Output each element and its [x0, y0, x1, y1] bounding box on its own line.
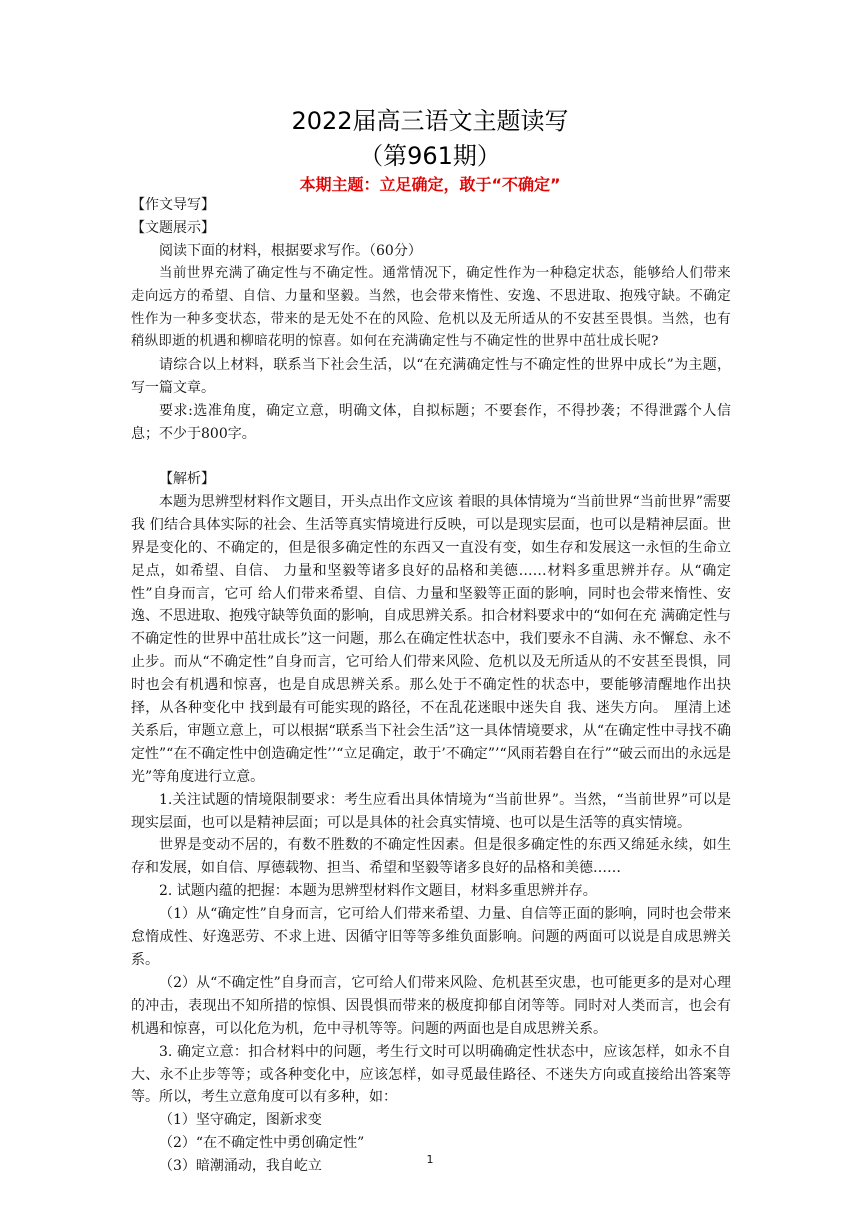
analysis-paragraph: 本题为思辨型材料作文题目，开头点出作文应该 着眼的具体情境为“当前世界“当前世界”需要我 们结合具体实际的社会、生活等真实情境进行反映，可以是现实层面，也可以是精神层面。世界是变化的、不确定的，但是很多确定性的东西又一直没有变，如生存和发展这一永恒的生命立足点，如希望、自信、 力量和坚毅等诸多良好的品格和美德……材料多重思辨并存。从“确定性”自身而言，它可 给人们带来希望、自信、力量和坚毅等正面的影响，同时也会带来惰性、安逸、不思进取、抱残守缺等负面的影响，自成思辨关系。扣合材料要求中的“如何在充 满确定性与不确定性的世界中茁壮成长”这一问题，那么在确定性状态中，我们要永不自满、永不懈怠、永不止步。而从“不确定性”自身而言，它可给人们带来风险、危机以及无所适从的不安甚至畏惧，同时也会有机遇和惊喜，也是自成思辨关系。那么处于不确定性的状态中，要能够清醒地作出抉择，从各种变化中 找到最有可能实现的路径，不在乱花迷眼中迷失自 我、迷失方向。 厘清上述关系后，审题立意上，可以根据“联系当下社会生活”这一具体情境要求，从“在确定性中寻找不确定性”“在不确定性中创造确定性’’“立足确定，敢于’不确定”’“风雨若磐自在行”“破云而出的永远是光”等角度进行立意。 [131, 493, 731, 785]
document-body [131, 194, 731, 1178]
analysis-paragraph: 1.关注试题的情境限制要求：考生应看出具体情境为“当前世界”。当然，“当前世界”可以是现实层面，也可以是精神层面；可以是具体的社会真实情境、也可以是生活等的真实情境。 [131, 791, 731, 831]
section-heading-guide: 【作文导写】 [131, 197, 215, 213]
prompt-intro: 阅读下面的材料，根据要求写作。（60分） [159, 242, 422, 259]
prompt-task: 请综合以上材料，联系当下社会生活，以“在充满确定性与不确定性的世界中成长”为主题，写一篇文章。 [131, 357, 731, 397]
analysis-paragraph: （1）从“确定性”自身而言，它可给人们带来希望、力量、自信等正面的影响，同时也会带来怠惰成性、好逸恶劳、不求上进、因循守旧等等多维负面影响。问题的两面可以说是自成思辨关系。 [131, 906, 731, 968]
page-title: 2022届高三语文主题读写 [291, 107, 569, 135]
page-number: 1 [426, 1153, 434, 1166]
section-heading-display: 【文题展示】 [131, 219, 215, 236]
angle-item: （2）“在不确定性中勇创确定性” [159, 1135, 365, 1152]
angle-item: （3）暗潮涌动，我自屹立 [159, 1158, 322, 1175]
angle-item: （1）坚守确定，图新求变 [159, 1112, 322, 1129]
analysis-paragraph: 3. 确定立意：扣合材料中的问题，考生行文时可以明确确定性状态中，应该怎样，如永不自大、永不止步等等；或各种变化中，应该怎样，如寻觅最佳路径、不迷失方向或直接给出答案等等。所以，考生立意角度可以有多种，如： [131, 1043, 731, 1106]
analysis-paragraph: 世界是变动不居的，有数不胜数的不确定性因素。但是很多确定性的东西又绵延永续，如生存和发展，如自信、厚德载物、担当、希望和坚毅等诸多良好的品格和美德…… [131, 837, 731, 877]
section-heading-analysis: 【解析】 [159, 470, 215, 487]
issue-theme: 本期主题：立足确定，敢于“不确定” [299, 175, 561, 194]
prompt-material: 当前世界充满了确定性与不确定性。通常情况下，确定性作为一种稳定状态，能够给人们带来走向远方的希望、自信、力量和坚毅。当然，也会带来惰性、安逸、不思进取、抱残守缺。不确定性作为一种多变状态，带来的是无处不在的风险、危机以及无所适从的不安甚至畏惧。当然，也有稍纵即逝的机遇和柳暗花明的惊喜。如何在充满确定性与不确定性的世界中茁壮成长呢? [131, 265, 731, 350]
issue-number: （第961期） [359, 142, 501, 170]
analysis-paragraph: （2）从“不确定性”自身而言，它可给人们带来风险、危机甚至灾患，也可能更多的是对心理的冲击，表现出不知所措的惊惧、因畏惧而带来的极度抑郁自闭等等。同时对人类而言，也会有机遇和惊喜，可以化危为机，危中寻机等等。问题的两面也是自成思辨关系。 [131, 974, 731, 1037]
analysis-paragraph: 2. 试题内蕴的把握：本题为思辨型材料作文题目，材料多重思辨并存。 [159, 883, 597, 900]
spacer [131, 446, 731, 468]
prompt-requirements: 要求:选准角度，确定立意，明确文体，自拟标题；不要套作，不得抄袭；不得泄露个人信息；不少于800字。 [131, 403, 731, 443]
